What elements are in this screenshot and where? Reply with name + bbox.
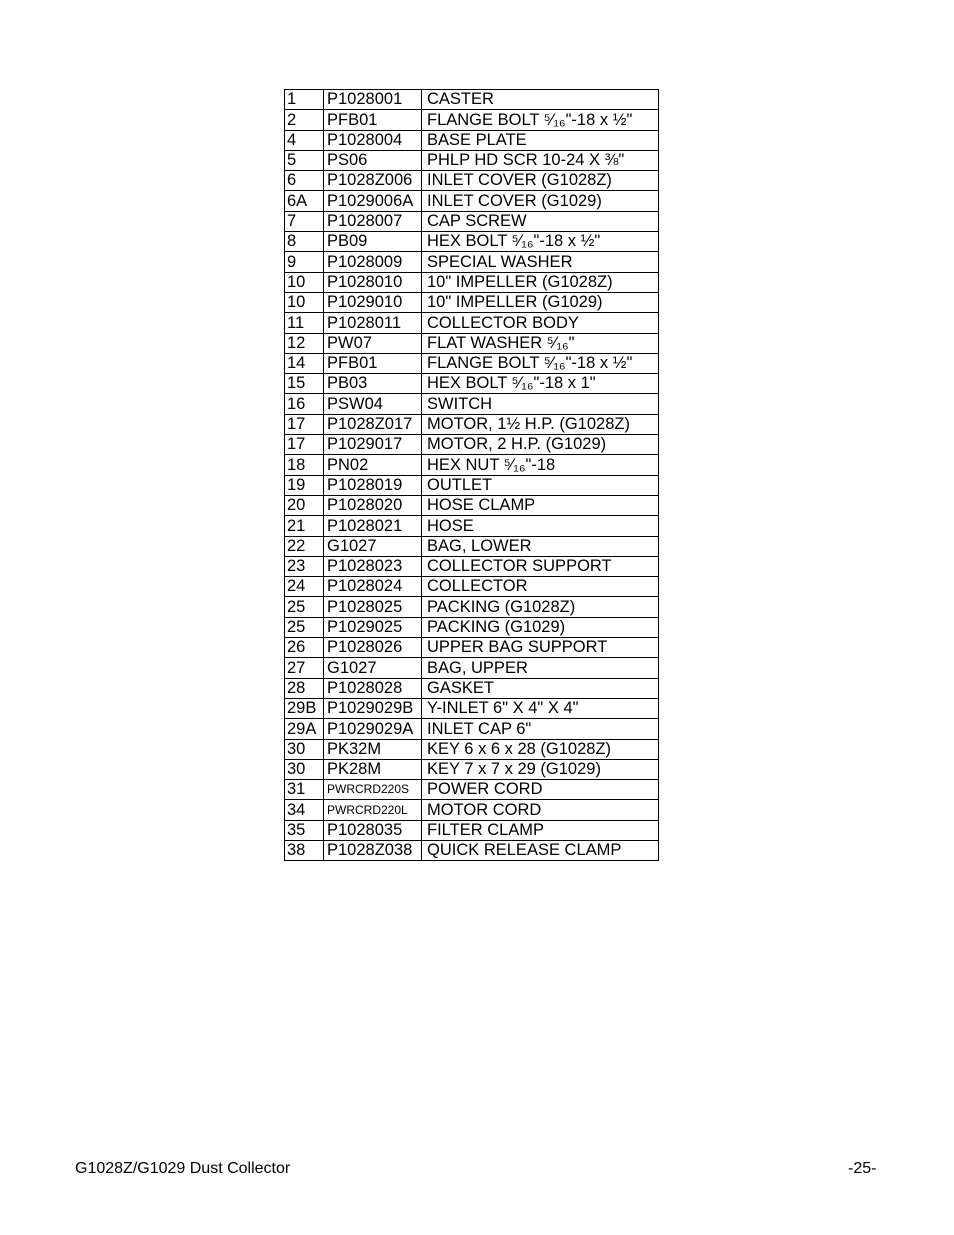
description-cell: OUTLET	[422, 475, 659, 495]
table-row	[285, 292, 659, 312]
table-row	[285, 759, 659, 779]
part-number-cell: P1028Z006	[324, 171, 422, 191]
ref-cell: 12	[285, 333, 324, 353]
ref-cell: 29A	[285, 719, 324, 739]
description-cell: KEY 7 x 7 x 29 (G1029)	[422, 759, 659, 779]
ref-cell: 29B	[285, 698, 324, 718]
ref-cell: 31	[285, 780, 324, 800]
table-row	[285, 374, 659, 394]
description-cell: MOTOR CORD	[422, 800, 659, 820]
footer-manual-title: G1028Z/G1029 Dust Collector	[75, 1160, 291, 1177]
table-row	[285, 333, 659, 353]
part-number-cell: PWRCRD220S	[324, 780, 422, 800]
part-number-cell: P1028025	[324, 597, 422, 617]
table-row	[285, 820, 659, 840]
description-cell: HEX BOLT ⁵⁄₁₆"-18 x 1"	[422, 374, 659, 394]
description-cell: INLET COVER (G1029)	[422, 191, 659, 211]
description-cell: COLLECTOR BODY	[422, 313, 659, 333]
table-row	[285, 130, 659, 150]
description-cell: COLLECTOR	[422, 577, 659, 597]
table-row	[285, 739, 659, 759]
table-row	[285, 150, 659, 170]
table-row	[285, 536, 659, 556]
description-cell: BAG, UPPER	[422, 658, 659, 678]
part-number-cell: PS06	[324, 150, 422, 170]
ref-cell: 10	[285, 272, 324, 292]
ref-cell: 7	[285, 211, 324, 231]
description-cell: HEX NUT ⁵⁄₁₆"-18	[422, 455, 659, 475]
table-row	[285, 191, 659, 211]
ref-cell: 10	[285, 292, 324, 312]
table-row	[285, 800, 659, 820]
ref-cell: 25	[285, 617, 324, 637]
table-row	[285, 678, 659, 698]
part-number-cell: PFB01	[324, 110, 422, 130]
description-cell: COLLECTOR SUPPORT	[422, 556, 659, 576]
table-row	[285, 617, 659, 637]
description-cell: SPECIAL WASHER	[422, 252, 659, 272]
ref-cell: 1	[285, 90, 324, 110]
ref-cell: 30	[285, 739, 324, 759]
table-row	[285, 556, 659, 576]
table-row	[285, 516, 659, 536]
table-row	[285, 698, 659, 718]
table-row	[285, 90, 659, 110]
part-number-cell: P1029029B	[324, 698, 422, 718]
ref-cell: 26	[285, 638, 324, 658]
part-number-cell: P1029010	[324, 292, 422, 312]
ref-cell: 27	[285, 658, 324, 678]
table-row	[285, 577, 659, 597]
description-cell: CAP SCREW	[422, 211, 659, 231]
part-number-cell: PB03	[324, 374, 422, 394]
description-cell: PHLP HD SCR 10-24 X ⅜"	[422, 150, 659, 170]
description-cell: FLANGE BOLT ⁵⁄₁₆"-18 x ½"	[422, 110, 659, 130]
description-cell: MOTOR, 2 H.P. (G1029)	[422, 435, 659, 455]
ref-cell: 18	[285, 455, 324, 475]
table-row	[285, 780, 659, 800]
description-cell: HOSE CLAMP	[422, 495, 659, 515]
part-number-cell: P1028021	[324, 516, 422, 536]
ref-cell: 14	[285, 353, 324, 373]
part-number-cell: P1028007	[324, 211, 422, 231]
ref-cell: 34	[285, 800, 324, 820]
ref-cell: 30	[285, 759, 324, 779]
ref-cell: 16	[285, 394, 324, 414]
ref-cell: 6	[285, 171, 324, 191]
part-number-cell: PN02	[324, 455, 422, 475]
table-row	[285, 475, 659, 495]
part-number-cell: G1027	[324, 536, 422, 556]
table-row	[285, 171, 659, 191]
table-row	[285, 211, 659, 231]
ref-cell: 20	[285, 495, 324, 515]
description-cell: HOSE	[422, 516, 659, 536]
description-cell: KEY 6 x 6 x 28 (G1028Z)	[422, 739, 659, 759]
table-row	[285, 597, 659, 617]
part-number-cell: P1028011	[324, 313, 422, 333]
table-row	[285, 638, 659, 658]
part-number-cell: P1028Z038	[324, 840, 422, 860]
table-row	[285, 394, 659, 414]
part-number-cell: P1028035	[324, 820, 422, 840]
ref-cell: 35	[285, 820, 324, 840]
description-cell: BAG, LOWER	[422, 536, 659, 556]
ref-cell: 17	[285, 435, 324, 455]
ref-cell: 38	[285, 840, 324, 860]
ref-cell: 28	[285, 678, 324, 698]
part-number-cell: P1028019	[324, 475, 422, 495]
description-cell: INLET CAP 6"	[422, 719, 659, 739]
description-cell: GASKET	[422, 678, 659, 698]
ref-cell: 19	[285, 475, 324, 495]
ref-cell: 4	[285, 130, 324, 150]
ref-cell: 21	[285, 516, 324, 536]
table-row	[285, 232, 659, 252]
ref-cell: 6A	[285, 191, 324, 211]
part-number-cell: P1028028	[324, 678, 422, 698]
ref-cell: 22	[285, 536, 324, 556]
description-cell: CASTER	[422, 90, 659, 110]
part-number-cell: P1028Z017	[324, 414, 422, 434]
ref-cell: 25	[285, 597, 324, 617]
part-number-cell: PK28M	[324, 759, 422, 779]
part-number-cell: P1028004	[324, 130, 422, 150]
part-number-cell: PFB01	[324, 353, 422, 373]
ref-cell: 24	[285, 577, 324, 597]
parts-list-table	[284, 89, 659, 861]
table-row	[285, 658, 659, 678]
description-cell: SWITCH	[422, 394, 659, 414]
description-cell: BASE PLATE	[422, 130, 659, 150]
table-row	[285, 455, 659, 475]
part-number-cell: P1028020	[324, 495, 422, 515]
table-row	[285, 252, 659, 272]
description-cell: PACKING (G1028Z)	[422, 597, 659, 617]
parts-list-body	[285, 90, 659, 861]
part-number-cell: P1029029A	[324, 719, 422, 739]
ref-cell: 11	[285, 313, 324, 333]
part-number-cell: G1027	[324, 658, 422, 678]
description-cell: INLET COVER (G1028Z)	[422, 171, 659, 191]
part-number-cell: PWRCRD220L	[324, 800, 422, 820]
part-number-cell: PK32M	[324, 739, 422, 759]
ref-cell: 2	[285, 110, 324, 130]
description-cell: HEX BOLT ⁵⁄₁₆"-18 x ½"	[422, 232, 659, 252]
part-number-cell: P1029017	[324, 435, 422, 455]
part-number-cell: P1028010	[324, 272, 422, 292]
table-row	[285, 414, 659, 434]
ref-cell: 9	[285, 252, 324, 272]
description-cell: PACKING (G1029)	[422, 617, 659, 637]
table-row	[285, 435, 659, 455]
table-row	[285, 495, 659, 515]
description-cell: FLANGE BOLT ⁵⁄₁₆"-18 x ½"	[422, 353, 659, 373]
ref-cell: 8	[285, 232, 324, 252]
part-number-cell: PB09	[324, 232, 422, 252]
table-row	[285, 719, 659, 739]
part-number-cell: P1028001	[324, 90, 422, 110]
part-number-cell: P1028009	[324, 252, 422, 272]
description-cell: 10" IMPELLER (G1029)	[422, 292, 659, 312]
ref-cell: 5	[285, 150, 324, 170]
description-cell: UPPER BAG SUPPORT	[422, 638, 659, 658]
part-number-cell: PSW04	[324, 394, 422, 414]
ref-cell: 17	[285, 414, 324, 434]
part-number-cell: P1028023	[324, 556, 422, 576]
footer-page-number: -25-	[848, 1160, 877, 1177]
part-number-cell: PW07	[324, 333, 422, 353]
ref-cell: 23	[285, 556, 324, 576]
table-row	[285, 110, 659, 130]
description-cell: MOTOR, 1½ H.P. (G1028Z)	[422, 414, 659, 434]
description-cell: 10" IMPELLER (G1028Z)	[422, 272, 659, 292]
part-number-cell: P1029006A	[324, 191, 422, 211]
part-number-cell: P1029025	[324, 617, 422, 637]
description-cell: FLAT WASHER ⁵⁄₁₆"	[422, 333, 659, 353]
ref-cell: 15	[285, 374, 324, 394]
table-row	[285, 272, 659, 292]
part-number-cell: P1028026	[324, 638, 422, 658]
part-number-cell: P1028024	[324, 577, 422, 597]
table-row	[285, 353, 659, 373]
table-row	[285, 313, 659, 333]
description-cell: POWER CORD	[422, 780, 659, 800]
description-cell: FILTER CLAMP	[422, 820, 659, 840]
description-cell: QUICK RELEASE CLAMP	[422, 840, 659, 860]
table-row	[285, 840, 659, 860]
description-cell: Y-INLET 6" X 4" X 4"	[422, 698, 659, 718]
